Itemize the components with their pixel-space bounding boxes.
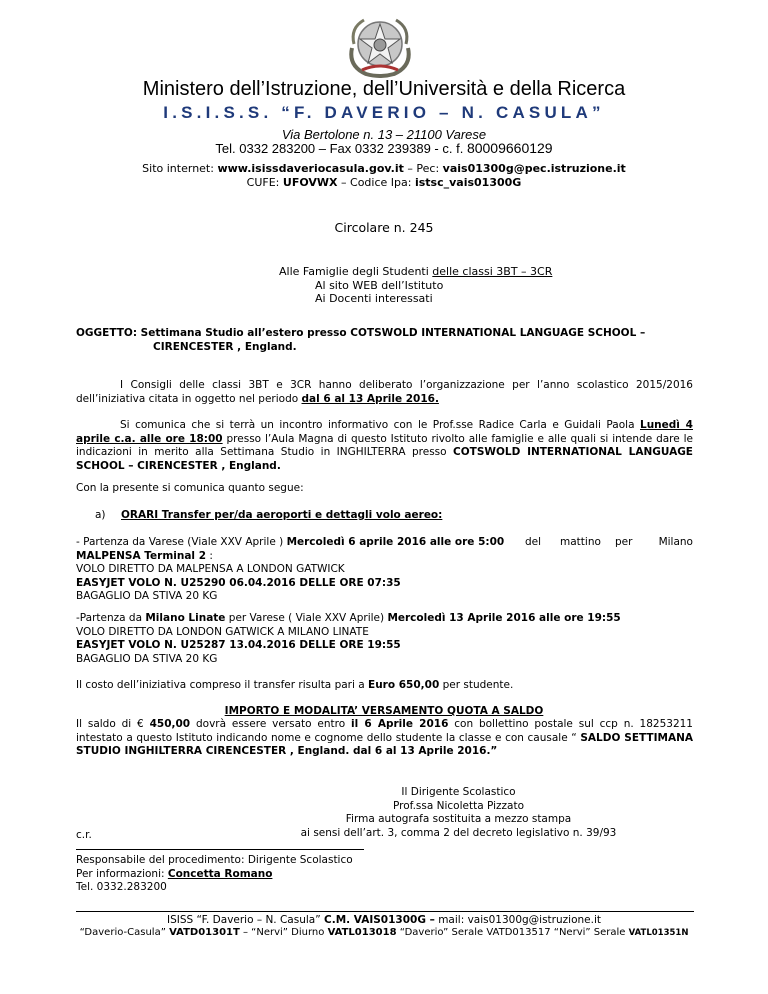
school-address: Via Bertolone n. 13 – 21100 Varese xyxy=(281,127,487,142)
signature-name: Prof.ssa Nicoletta Pizzato xyxy=(392,799,524,812)
para2-text: Si comunica che si terrà un incontro informativo con le Prof.sse Radice Carla e Guidali Paola xyxy=(120,419,640,431)
departure-from: - Partenza da Varese (Viale XXV Aprile ) xyxy=(76,536,287,548)
subject-line-2: CIRENCESTER , England. xyxy=(153,341,297,353)
school-name: I.S.I.S.S. “F. DAVERIO – N. CASULA” xyxy=(163,103,605,122)
departure-block xyxy=(76,536,693,604)
cufe-ipa-line xyxy=(0,176,768,189)
departure-word-del: del xyxy=(525,536,542,548)
saldo-causale: SALDO SETTIMANA STUDIO INGHILTERRA CIRENCESTER , England. dal 6 al 13 Aprile 2016.” xyxy=(76,731,693,757)
ipa-code: istsc_vais01300G xyxy=(414,176,522,189)
footer-school: ISISS “F. Daverio – N. Casula” xyxy=(167,914,324,926)
paragraph-meeting xyxy=(76,419,693,473)
saldo-deadline: il 6 Aprile 2016 xyxy=(351,718,449,730)
signature-role: Il Dirigente Scolastico xyxy=(401,786,516,798)
pec-label: – Pec: xyxy=(403,162,443,175)
footer-code-2: VATL013018 xyxy=(327,927,397,938)
cost-line xyxy=(76,679,513,691)
cost-text: Il costo dell’iniziativa compreso il transfer risulta pari a xyxy=(76,679,369,691)
departure-word-per: per xyxy=(615,536,633,548)
phone-fax-line xyxy=(0,140,768,156)
departure-flight-route: VOLO DIRETTO DA MALPENSA A LONDON GATWICK xyxy=(76,563,345,575)
pec-email[interactable]: vais01300g@pec.istruzione.it xyxy=(442,162,626,175)
footer-daverio-casula: “Daverio-Casula” xyxy=(79,927,170,938)
cost-amount: Euro 650,00 xyxy=(368,679,440,691)
ipa-label: – Codice Ipa: xyxy=(337,176,415,189)
cf-number: 80009660129 xyxy=(466,140,553,156)
para1-text: I Consigli delle classi 3BT e 3CR hanno deliberato l’organizzazione per l’anno scolastico 2015/2016 dell’iniziativa citata in oggetto nel periodo xyxy=(76,379,693,405)
site-label: Sito internet: xyxy=(142,162,218,175)
info-contact-name: Concetta Romano xyxy=(167,867,273,880)
departure-terminal: MALPENSA Terminal 2 xyxy=(76,549,206,562)
departure-datetime: Mercoledì 6 aprile 2016 alle ore 5:00 xyxy=(286,536,505,548)
cost-text-2: per studente. xyxy=(439,679,514,691)
recipients-block xyxy=(279,265,552,306)
departure-word-mattino: mattino xyxy=(560,536,601,548)
cr-label: c.r. xyxy=(76,829,92,841)
return-from: -Partenza da xyxy=(76,612,146,624)
subject-line-1: OGGETTO: Settimana Studio all’estero presso COTSWOLD INTERNATIONAL LANGUAGE SCHOOL – xyxy=(76,327,646,339)
responsible-block xyxy=(76,854,353,895)
info-label: Per informazioni: xyxy=(76,867,168,880)
saldo-text: Il saldo di € xyxy=(76,718,150,730)
saldo-paragraph xyxy=(76,718,693,759)
signature-note: Firma autografa sostituita a mezzo stampa xyxy=(345,813,572,825)
section-a-marker: a) xyxy=(95,509,106,521)
saldo-amount: 450,00 xyxy=(149,718,191,730)
return-baggage: BAGAGLIO DA STIVA 20 KG xyxy=(76,652,218,665)
footer-code-1: VATD01301T xyxy=(169,927,240,938)
return-block xyxy=(76,612,693,666)
return-flight-route: VOLO DIRETTO DA LONDON GATWICK A MILANO LINATE xyxy=(76,625,369,638)
recipients-prefix: Alle Famiglie degli Studenti xyxy=(279,265,433,278)
departure-word-milano: Milano xyxy=(658,536,693,548)
signature-law: ai sensi dell’art. 3, comma 2 del decreto legislativo n. 39/93 xyxy=(300,826,617,839)
cufe-label: CUFE: xyxy=(246,176,283,189)
ministry-title: Ministero dell’Istruzione, dell’Università e della Ricerca xyxy=(142,78,626,100)
responsible-person: Responsabile del procedimento: Dirigente Scolastico xyxy=(76,854,353,866)
website-link[interactable]: www.isissdaveriocasula.gov.it xyxy=(217,162,404,175)
circolare-number: Circolare n. 245 xyxy=(334,220,434,235)
info-phone: Tel. 0332.283200 xyxy=(76,881,167,893)
divider xyxy=(76,849,364,850)
site-pec-line xyxy=(0,162,768,175)
saldo-title: IMPORTO E MODALITA’ VERSAMENTO QUOTA A SALDO xyxy=(224,705,544,717)
return-to: per Varese ( Viale XXV Aprile) xyxy=(225,612,388,624)
footer-nervi-diurno: – “Nervi” Diurno xyxy=(239,927,328,938)
return-flight-number: EASYJET VOLO N. U25287 13.04.2016 DELLE ORE 19:55 xyxy=(76,639,401,651)
footer-mail: mail: vais01300g@istruzione.it xyxy=(434,914,601,926)
para2-text-2: presso l’Aula Magna di questo Istituto rivolto alle famiglie e alle quali si intende dare le indicazioni in merito alla Settimana Studio in INGHILTERRA presso xyxy=(76,432,693,458)
saldo-text-2: dovrà essere versato entro xyxy=(190,718,352,730)
footer-line-1 xyxy=(0,914,768,926)
paragraph-deliberation xyxy=(76,379,693,406)
footer-serale: “Daverio” Serale VATD013517 “Nervi” Serale xyxy=(396,927,629,938)
cufe-code: UFOVWX xyxy=(282,176,338,189)
return-airport: Milano Linate xyxy=(145,612,226,624)
return-datetime: Mercoledì 13 Aprile 2016 alle ore 19:55 xyxy=(387,612,621,624)
para1-dates: dal 6 al 13 Aprile 2016. xyxy=(301,392,439,405)
signature-block xyxy=(300,786,617,840)
departure-colon: : xyxy=(206,549,213,562)
tel-fax: Tel. 0332 283200 – Fax 0332 239389 - c. f. xyxy=(215,141,464,156)
saldo-text-3: con bollettino postale sul ccp n. 18253211 intestato a questo Istituto indicando nome e cognome dello studente la classe e con causale “ xyxy=(76,718,693,744)
section-a-title: ORARI Transfer per/da aeroporti e dettagli volo aereo: xyxy=(121,509,443,521)
footer-divider xyxy=(76,911,694,912)
recipient-teachers: Ai Docenti interessati xyxy=(315,292,433,305)
departure-baggage: BAGAGLIO DA STIVA 20 KG xyxy=(76,590,218,602)
departure-flight-number: EASYJET VOLO N. U25290 06.04.2016 DELLE ORE 07:35 xyxy=(76,576,401,589)
recipients-classes: delle classi 3BT – 3CR xyxy=(432,265,553,278)
italian-republic-emblem xyxy=(344,8,416,78)
recipient-website: Al sito WEB dell’Istituto xyxy=(315,278,444,292)
footer-code-3: VATL01351N xyxy=(628,928,689,938)
footer-line-2 xyxy=(0,927,768,938)
intro-line: Con la presente si comunica quanto segue: xyxy=(76,482,304,494)
meeting-date: Lunedì 4 aprile c.a. alle ore 18:00 xyxy=(76,419,693,445)
para2-school: COTSWOLD INTERNATIONAL LANGUAGE SCHOOL – CIRENCESTER , England. xyxy=(76,446,693,472)
footer-cm: C.M. VAIS01300G – xyxy=(324,914,435,926)
